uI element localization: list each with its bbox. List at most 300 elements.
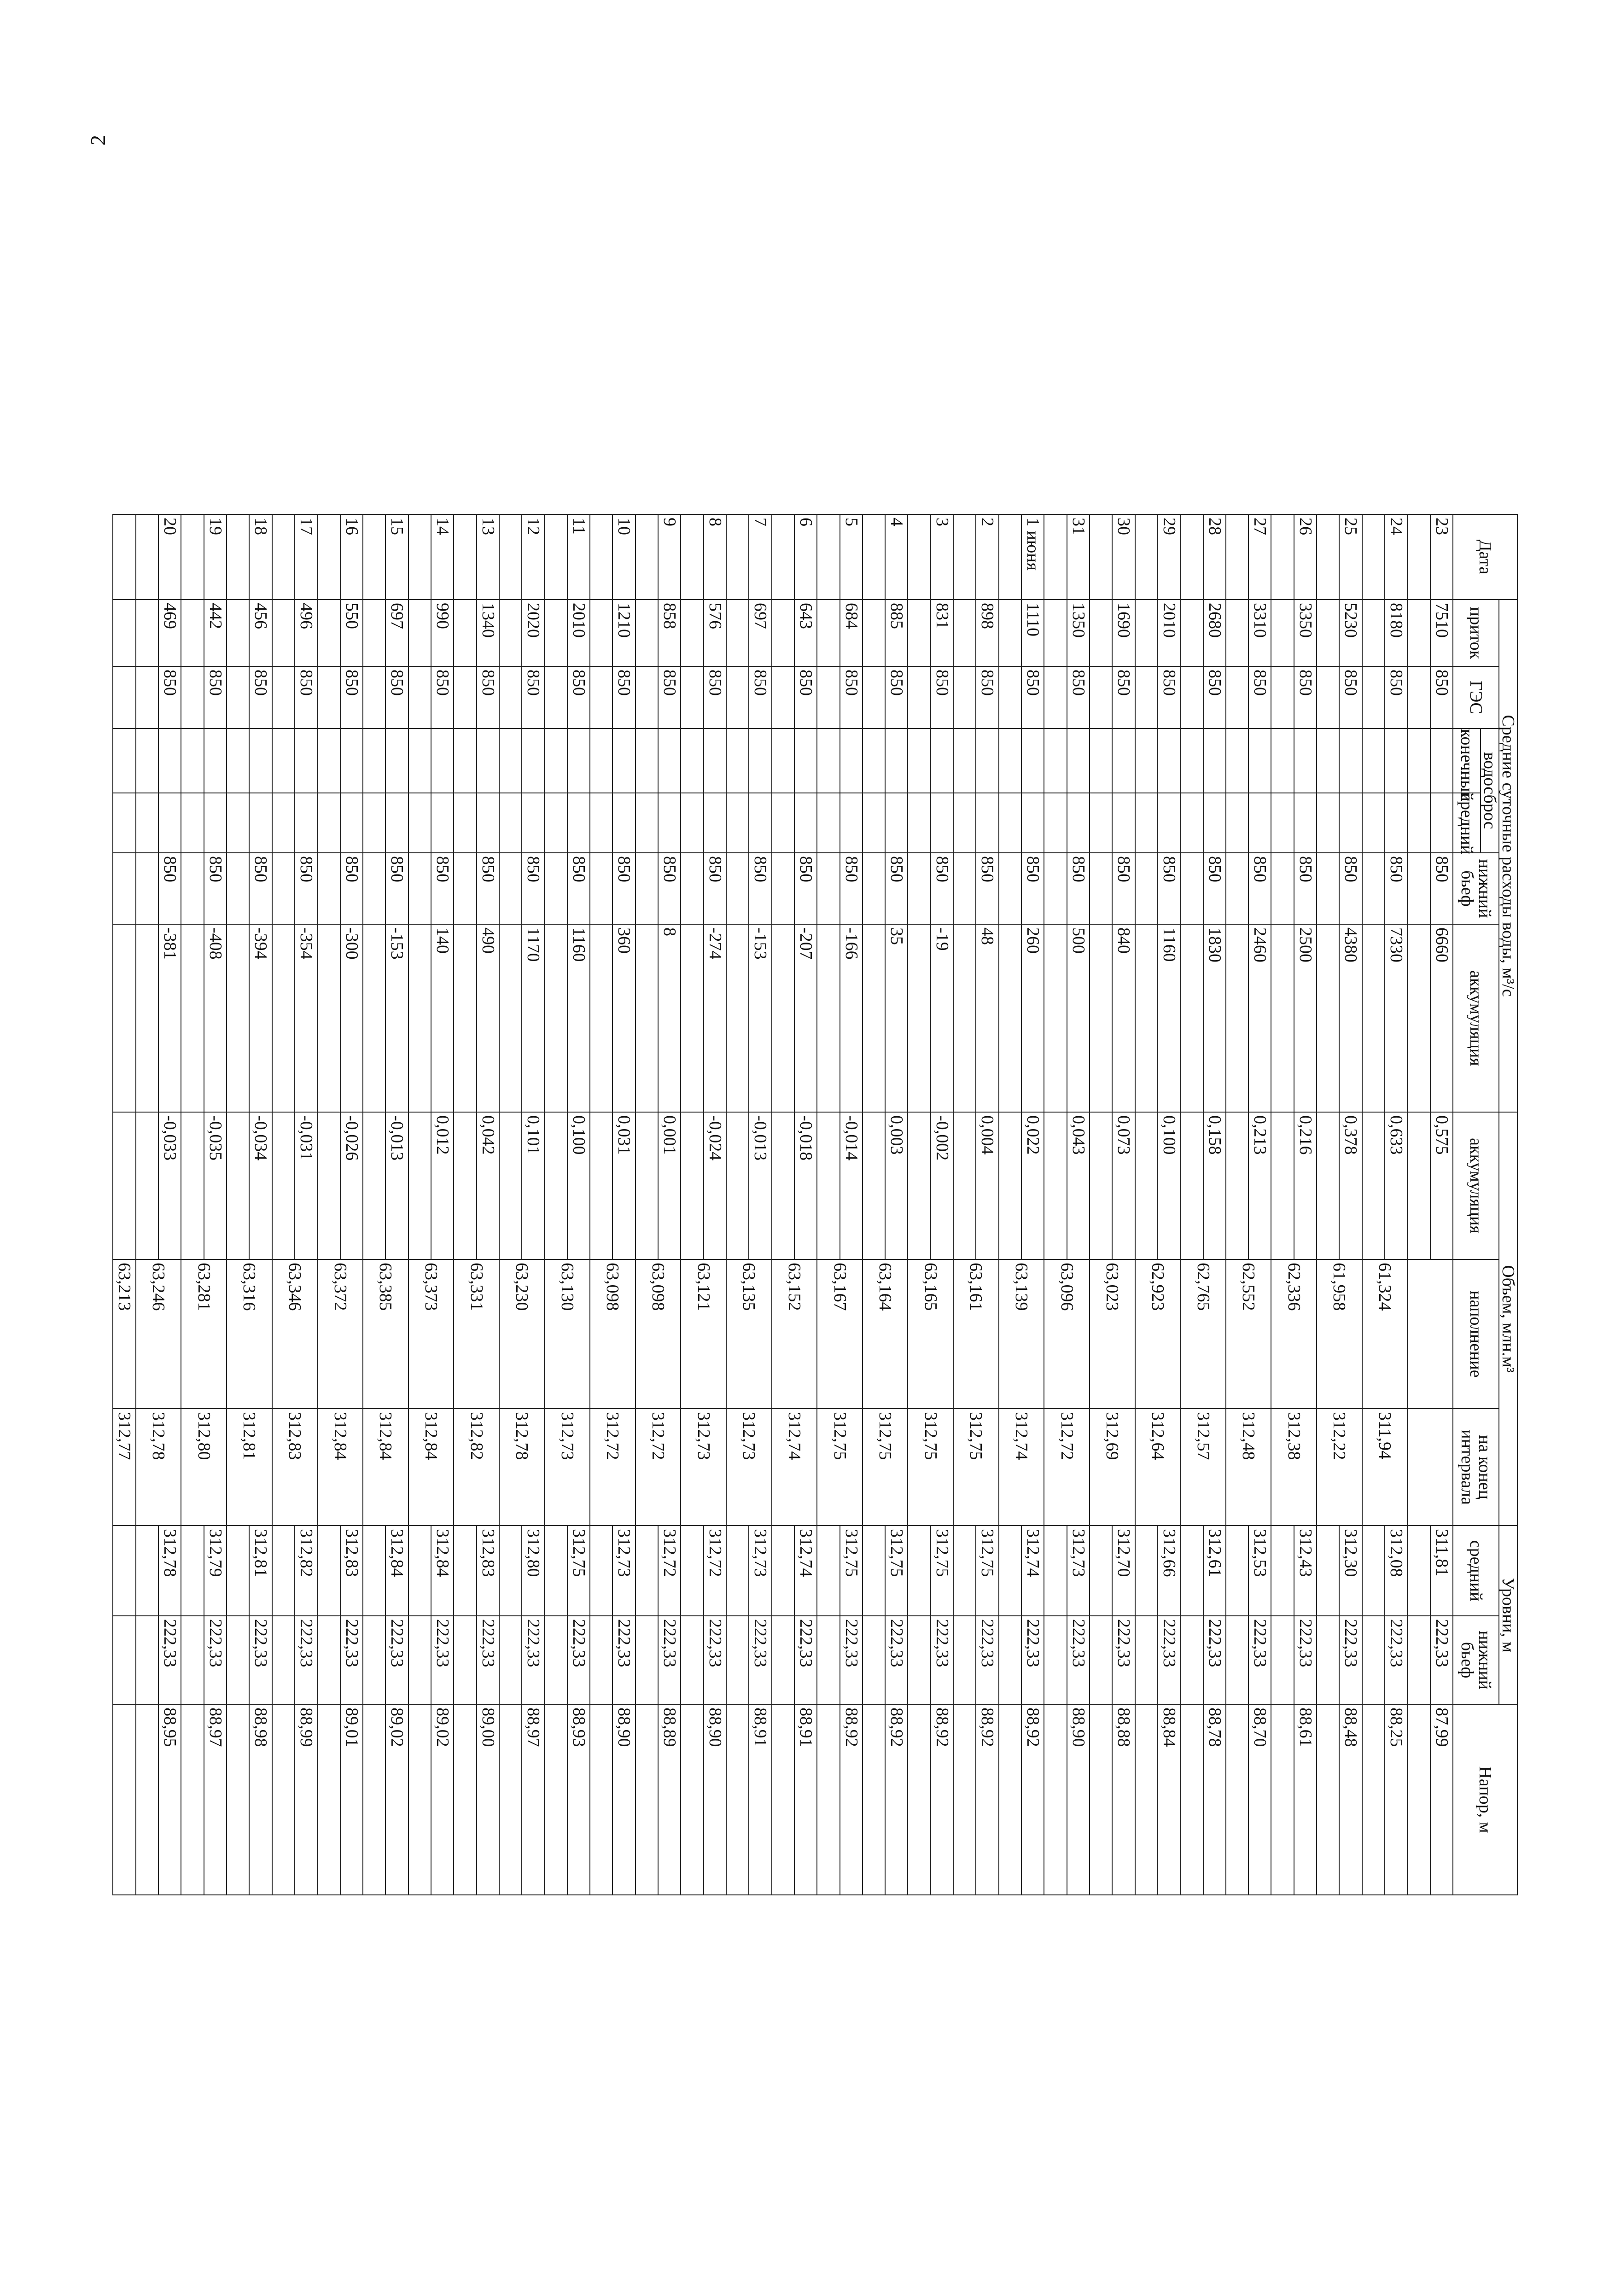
cell-acc-v-spacer [953, 1112, 976, 1259]
table-row-spacer [681, 514, 703, 1895]
cell-lvl-tail-spacer [1271, 1616, 1294, 1704]
cell-inflow: 550 [340, 600, 363, 666]
cell-head: 88,97 [204, 1704, 227, 1895]
cell-head-spacer [408, 1704, 431, 1895]
cell-tail: 850 [840, 853, 863, 924]
table-row-spacer [272, 514, 295, 1895]
cell-spill-final [522, 728, 544, 793]
cell-lvl-tail-spacer [1226, 1616, 1248, 1704]
cell-hpp: 850 [340, 666, 363, 728]
cell-lvl-tail-spacer [908, 1616, 931, 1704]
cell-spill-mean [477, 793, 499, 853]
cell-tail-spacer [1180, 853, 1203, 924]
cell-fill: 63,023 [1090, 1259, 1135, 1409]
cell-level-end: 311,94 [1362, 1409, 1408, 1526]
cell-acc-q: 4380 [1339, 924, 1362, 1112]
cell-spill-final [1339, 728, 1362, 793]
cell-head: 88,99 [295, 1704, 317, 1895]
header-date: Дата [1453, 514, 1517, 600]
cell-spill-mean-spacer [1317, 793, 1339, 853]
table-row [749, 514, 771, 1895]
cell-head-spacer [363, 1704, 385, 1895]
cell-acc-q-spacer [953, 924, 976, 1112]
cell-acc-v-spacer [1407, 1112, 1430, 1259]
cell-head: 88,92 [1021, 1704, 1044, 1895]
table-row-spacer [1044, 514, 1067, 1895]
cell-spill-final [477, 728, 499, 793]
cell-spill-mean-spacer [317, 793, 340, 853]
cell-spill-final-final [113, 728, 136, 793]
cell-spill-mean-spacer [136, 793, 158, 853]
table-row [885, 514, 908, 1895]
cell-inflow: 2010 [1158, 600, 1180, 666]
cell-hpp-spacer [1044, 666, 1067, 728]
cell-lvl-tail-final [113, 1616, 136, 1704]
table-row-spacer [408, 514, 431, 1895]
cell-spill-final-spacer [1226, 728, 1248, 793]
cell-spill-final [385, 728, 408, 793]
cell-spill-mean [658, 793, 681, 853]
page-number: 2 [86, 135, 110, 146]
cell-acc-v-final [113, 1112, 136, 1259]
table-row [658, 514, 681, 1895]
cell-level-end: 312,84 [408, 1409, 454, 1526]
cell-tail: 850 [1294, 853, 1317, 924]
cell-lvl-mean: 312,53 [1248, 1526, 1271, 1616]
cell-lvl-tail-spacer [953, 1616, 976, 1704]
cell-fill: 63,230 [499, 1259, 545, 1409]
cell-acc-q: 2460 [1248, 924, 1271, 1112]
header-spillway: водосброс [1481, 728, 1499, 853]
cell-lvl-tail-spacer [499, 1616, 522, 1704]
cell-lvl-mean: 311,81 [1430, 1526, 1453, 1616]
cell-inflow-spacer [1407, 600, 1430, 666]
cell-spill-mean [1294, 793, 1317, 853]
cell-acc-q: 260 [1021, 924, 1044, 1112]
cell-spill-mean-spacer [1044, 793, 1067, 853]
cell-hpp: 850 [1158, 666, 1180, 728]
cell-acc-q-spacer [863, 924, 885, 1112]
cell-tail-spacer [454, 853, 476, 924]
cell-spill-final-spacer [999, 728, 1021, 793]
cell-head: 88,84 [1158, 1704, 1180, 1895]
cell-tail: 850 [249, 853, 272, 924]
cell-acc-v: 0,633 [1385, 1112, 1407, 1259]
cell-head: 88,90 [1067, 1704, 1090, 1895]
cell-lvl-mean: 312,08 [1385, 1526, 1407, 1616]
cell-spill-mean [612, 793, 635, 853]
cell-spill-mean-spacer [999, 793, 1021, 853]
cell-head-spacer [726, 1704, 749, 1895]
cell-lvl-mean-spacer [590, 1526, 612, 1616]
cell-acc-q-spacer [817, 924, 840, 1112]
header-level-end: на конец интервала [1453, 1409, 1499, 1526]
cell-tail: 850 [1112, 853, 1135, 924]
cell-inflow: 7510 [1430, 600, 1453, 666]
cell-acc-v: -0,035 [204, 1112, 227, 1259]
cell-lvl-mean-spacer [908, 1526, 931, 1616]
cell-spill-mean [885, 793, 908, 853]
cell-date-spacer [681, 514, 703, 600]
cell-acc-v-spacer [454, 1112, 476, 1259]
table-row [1067, 514, 1090, 1895]
cell-lvl-mean: 312,82 [295, 1526, 317, 1616]
cell-tail: 850 [612, 853, 635, 924]
cell-spill-final-spacer [590, 728, 612, 793]
cell-tail: 850 [1158, 853, 1180, 924]
table-row [704, 514, 726, 1895]
cell-acc-v: -0,018 [794, 1112, 817, 1259]
table-row-spacer [953, 514, 976, 1895]
cell-hpp: 850 [158, 666, 181, 728]
cell-hpp-spacer [1090, 666, 1112, 728]
table-row-spacer [726, 514, 749, 1895]
cell-level-end: 312,78 [136, 1409, 181, 1526]
cell-lvl-tail: 222,33 [704, 1616, 726, 1704]
cell-tail-spacer [1317, 853, 1339, 924]
cell-spill-mean-spacer [272, 793, 295, 853]
cell-acc-q-spacer [454, 924, 476, 1112]
cell-spill-mean-spacer [726, 793, 749, 853]
table-row [340, 514, 363, 1895]
cell-inflow-spacer [454, 600, 476, 666]
cell-spill-mean [1385, 793, 1407, 853]
cell-spill-mean-spacer [363, 793, 385, 853]
cell-date: 26 [1294, 514, 1317, 600]
cell-level-end: 312,73 [681, 1409, 726, 1526]
cell-tail-spacer [363, 853, 385, 924]
cell-hpp-spacer [636, 666, 658, 728]
cell-lvl-tail-spacer [1407, 1616, 1430, 1704]
cell-lvl-mean-spacer [817, 1526, 840, 1616]
cell-acc-v: -0,013 [749, 1112, 771, 1259]
table-row [612, 514, 635, 1895]
cell-level-end: 312,72 [590, 1409, 636, 1526]
cell-head-spacer [1226, 1704, 1248, 1895]
cell-level-end: 312,84 [317, 1409, 363, 1526]
cell-level-end: 312,82 [454, 1409, 499, 1526]
cell-date-spacer [181, 514, 204, 600]
cell-inflow-spacer [1271, 600, 1294, 666]
cell-hpp-spacer [999, 666, 1021, 728]
cell-level-end: 312,75 [863, 1409, 908, 1526]
cell-date: 23 [1430, 514, 1453, 600]
cell-lvl-mean: 312,43 [1294, 1526, 1317, 1616]
cell-acc-q-spacer [363, 924, 385, 1112]
cell-acc-q-spacer [499, 924, 522, 1112]
cell-lvl-mean: 312,83 [477, 1526, 499, 1616]
cell-acc-q: 6660 [1430, 924, 1453, 1112]
cell-lvl-tail: 222,33 [385, 1616, 408, 1704]
cell-tail-spacer [590, 853, 612, 924]
cell-fill: 63,385 [363, 1259, 408, 1409]
cell-acc-v: 0,043 [1067, 1112, 1090, 1259]
cell-head-spacer [136, 1704, 158, 1895]
cell-lvl-mean: 312,74 [794, 1526, 817, 1616]
cell-lvl-tail: 222,33 [931, 1616, 953, 1704]
cell-head: 88,90 [704, 1704, 726, 1895]
cell-tail: 850 [1248, 853, 1271, 924]
cell-spill-mean [840, 793, 863, 853]
cell-fill: 63,098 [636, 1259, 681, 1409]
cell-acc-q-spacer [1090, 924, 1112, 1112]
cell-lvl-mean: 312,84 [385, 1526, 408, 1616]
cell-inflow-spacer [363, 600, 385, 666]
cell-acc-v-spacer [908, 1112, 931, 1259]
table-row-spacer [636, 514, 658, 1895]
cell-head: 88,78 [1203, 1704, 1226, 1895]
cell-level-end: 312,57 [1180, 1409, 1226, 1526]
cell-acc-q: -300 [340, 924, 363, 1112]
cell-head: 88,91 [794, 1704, 817, 1895]
cell-spill-mean-spacer [817, 793, 840, 853]
cell-hpp: 850 [1339, 666, 1362, 728]
header-head: Напор, м [1453, 1704, 1517, 1895]
cell-tail-spacer [726, 853, 749, 924]
cell-tail-spacer [181, 853, 204, 924]
cell-lvl-tail: 222,33 [794, 1616, 817, 1704]
cell-spill-final [567, 728, 590, 793]
cell-lvl-mean-spacer [499, 1526, 522, 1616]
cell-fill: 63,165 [908, 1259, 954, 1409]
cell-date-spacer [545, 514, 567, 600]
cell-head-spacer [545, 1704, 567, 1895]
cell-date-spacer [636, 514, 658, 600]
table-row-spacer [454, 514, 476, 1895]
cell-lvl-tail: 222,33 [249, 1616, 272, 1704]
cell-acc-v: -0,013 [385, 1112, 408, 1259]
cell-head-spacer [953, 1704, 976, 1895]
cell-acc-v-spacer [272, 1112, 295, 1259]
cell-acc-v-spacer [408, 1112, 431, 1259]
cell-level-end: 312,74 [999, 1409, 1044, 1526]
cell-spill-final-spacer [636, 728, 658, 793]
cell-acc-q: 35 [885, 924, 908, 1112]
cell-acc-v: 0,004 [976, 1112, 998, 1259]
cell-spill-mean [340, 793, 363, 853]
table-body [113, 514, 1453, 1895]
cell-spill-final [612, 728, 635, 793]
cell-hpp: 850 [658, 666, 681, 728]
cell-spill-final-spacer [499, 728, 522, 793]
table-row [1294, 514, 1317, 1895]
cell-spill-final-spacer [1135, 728, 1158, 793]
cell-lvl-tail: 222,33 [477, 1616, 499, 1704]
cell-acc-v-spacer [636, 1112, 658, 1259]
cell-head: 88,95 [158, 1704, 181, 1895]
cell-spill-mean [1430, 793, 1453, 853]
cell-acc-q: 48 [976, 924, 998, 1112]
table-row [1339, 514, 1362, 1895]
cell-tail: 850 [1021, 853, 1044, 924]
cell-tail-spacer [1090, 853, 1112, 924]
cell-inflow: 576 [704, 600, 726, 666]
cell-fill: 62,336 [1271, 1259, 1317, 1409]
cell-hpp-spacer [817, 666, 840, 728]
cell-spill-final-spacer [317, 728, 340, 793]
cell-inflow-spacer [136, 600, 158, 666]
cell-tail-spacer [1044, 853, 1067, 924]
cell-lvl-mean: 312,78 [158, 1526, 181, 1616]
cell-tail: 850 [522, 853, 544, 924]
cell-acc-v: 0,216 [1294, 1112, 1317, 1259]
cell-lvl-mean-spacer [181, 1526, 204, 1616]
header-spill-mean: средний [1453, 793, 1481, 853]
cell-spill-final-spacer [1044, 728, 1067, 793]
cell-head-spacer [317, 1704, 340, 1895]
cell-date: 25 [1339, 514, 1362, 600]
cell-lvl-tail: 222,33 [658, 1616, 681, 1704]
cell-acc-q-spacer [636, 924, 658, 1112]
table-row-spacer [1180, 514, 1203, 1895]
cell-acc-q: 1830 [1203, 924, 1226, 1112]
cell-head-spacer [227, 1704, 249, 1895]
table-row-spacer [1226, 514, 1248, 1895]
cell-hpp: 850 [885, 666, 908, 728]
table-row [477, 514, 499, 1895]
cell-acc-q: 360 [612, 924, 635, 1112]
cell-tail: 850 [567, 853, 590, 924]
table-row [1021, 514, 1044, 1895]
cell-lvl-mean-spacer [363, 1526, 385, 1616]
cell-lvl-mean: 312,74 [1021, 1526, 1044, 1616]
cell-lvl-tail: 222,33 [749, 1616, 771, 1704]
cell-head-spacer [499, 1704, 522, 1895]
cell-level-end: 312,73 [545, 1409, 590, 1526]
cell-date-spacer [953, 514, 976, 600]
cell-inflow: 684 [840, 600, 863, 666]
cell-date-spacer [1180, 514, 1203, 600]
table-row [295, 514, 317, 1895]
cell-tail-spacer [999, 853, 1021, 924]
cell-fill: 63,167 [817, 1259, 863, 1409]
cell-fill [1407, 1259, 1453, 1409]
cell-tail-spacer [136, 853, 158, 924]
cell-acc-q-spacer [1317, 924, 1339, 1112]
cell-level-end: 312,72 [636, 1409, 681, 1526]
cell-hpp-spacer [181, 666, 204, 728]
cell-lvl-mean-spacer [272, 1526, 295, 1616]
cell-acc-q-spacer [1044, 924, 1067, 1112]
header-accumulation-volume: аккумуляция [1453, 1112, 1499, 1259]
cell-acc-q-spacer [408, 924, 431, 1112]
cell-level-end: 312,22 [1317, 1409, 1362, 1526]
cell-hpp-spacer [1271, 666, 1294, 728]
cell-head-spacer [1135, 1704, 1158, 1895]
cell-inflow: 697 [749, 600, 771, 666]
cell-lvl-tail-spacer [545, 1616, 567, 1704]
cell-acc-v: -0,026 [340, 1112, 363, 1259]
cell-acc-v: -0,031 [295, 1112, 317, 1259]
cell-inflow-spacer [953, 600, 976, 666]
cell-inflow-spacer [408, 600, 431, 666]
cell-fill: 61,324 [1362, 1259, 1408, 1409]
cell-spill-mean [1112, 793, 1135, 853]
cell-head: 87,99 [1430, 1704, 1453, 1895]
cell-lvl-mean: 312,75 [567, 1526, 590, 1616]
cell-acc-q-spacer [1271, 924, 1294, 1112]
cell-spill-mean-spacer [1226, 793, 1248, 853]
cell-date-spacer [1317, 514, 1339, 600]
cell-hpp-spacer [953, 666, 976, 728]
cell-hpp-spacer [1317, 666, 1339, 728]
cell-fill: 63,152 [772, 1259, 817, 1409]
table-row [522, 514, 544, 1895]
table-row [1430, 514, 1453, 1895]
cell-date: 12 [522, 514, 544, 600]
cell-hpp-spacer [1362, 666, 1385, 728]
cell-tail: 850 [931, 853, 953, 924]
cell-lvl-tail-spacer [681, 1616, 703, 1704]
cell-acc-v: 0,101 [522, 1112, 544, 1259]
cell-lvl-tail-spacer [726, 1616, 749, 1704]
cell-tail-spacer [1407, 853, 1430, 924]
cell-tail: 850 [794, 853, 817, 924]
cell-tail-spacer [272, 853, 295, 924]
cell-spill-final [840, 728, 863, 793]
cell-date-spacer [1226, 514, 1248, 600]
cell-fill: 63,372 [317, 1259, 363, 1409]
cell-lvl-mean-spacer [1044, 1526, 1067, 1616]
cell-acc-q: -153 [749, 924, 771, 1112]
cell-inflow-spacer [999, 600, 1021, 666]
cell-spill-mean [1067, 793, 1090, 853]
cell-fill: 63,281 [181, 1259, 227, 1409]
header-levels-group: Уровни, м [1499, 1526, 1517, 1704]
cell-lvl-mean-spacer [772, 1526, 794, 1616]
cell-lvl-tail: 222,33 [976, 1616, 998, 1704]
cell-hpp-spacer [908, 666, 931, 728]
cell-acc-v-spacer [136, 1112, 158, 1259]
cell-inflow-spacer [1362, 600, 1385, 666]
cell-spill-final [295, 728, 317, 793]
cell-lvl-tail: 222,33 [1294, 1616, 1317, 1704]
header-accumulation-flow: аккумуляция [1453, 924, 1499, 1112]
table-row-spacer [545, 514, 567, 1895]
cell-spill-final [340, 728, 363, 793]
cell-spill-mean [794, 793, 817, 853]
cell-acc-q: 7330 [1385, 924, 1407, 1112]
cell-spill-mean-spacer [863, 793, 885, 853]
cell-tail: 850 [477, 853, 499, 924]
cell-acc-q: 2500 [1294, 924, 1317, 1112]
cell-lvl-tail-spacer [1135, 1616, 1158, 1704]
cell-tail: 850 [385, 853, 408, 924]
cell-lvl-mean: 312,81 [249, 1526, 272, 1616]
cell-hpp-spacer [363, 666, 385, 728]
cell-head: 88,92 [931, 1704, 953, 1895]
cell-lvl-mean-spacer [1090, 1526, 1112, 1616]
cell-acc-v: 0,022 [1021, 1112, 1044, 1259]
cell-spill-mean-spacer [1271, 793, 1294, 853]
cell-fill: 63,139 [999, 1259, 1044, 1409]
cell-hpp: 850 [612, 666, 635, 728]
cell-acc-q: -394 [249, 924, 272, 1112]
cell-head: 88,89 [658, 1704, 681, 1895]
cell-acc-v: 0,003 [885, 1112, 908, 1259]
cell-date-spacer [363, 514, 385, 600]
cell-date: 31 [1067, 514, 1090, 600]
cell-lvl-tail-spacer [817, 1616, 840, 1704]
cell-date: 9 [658, 514, 681, 600]
cell-spill-final-spacer [1271, 728, 1294, 793]
cell-spill-final-spacer [272, 728, 295, 793]
cell-spill-mean [385, 793, 408, 853]
cell-date-final [113, 514, 136, 600]
cell-hpp: 850 [477, 666, 499, 728]
table-row-spacer [181, 514, 204, 1895]
cell-level-end: 312,75 [953, 1409, 999, 1526]
